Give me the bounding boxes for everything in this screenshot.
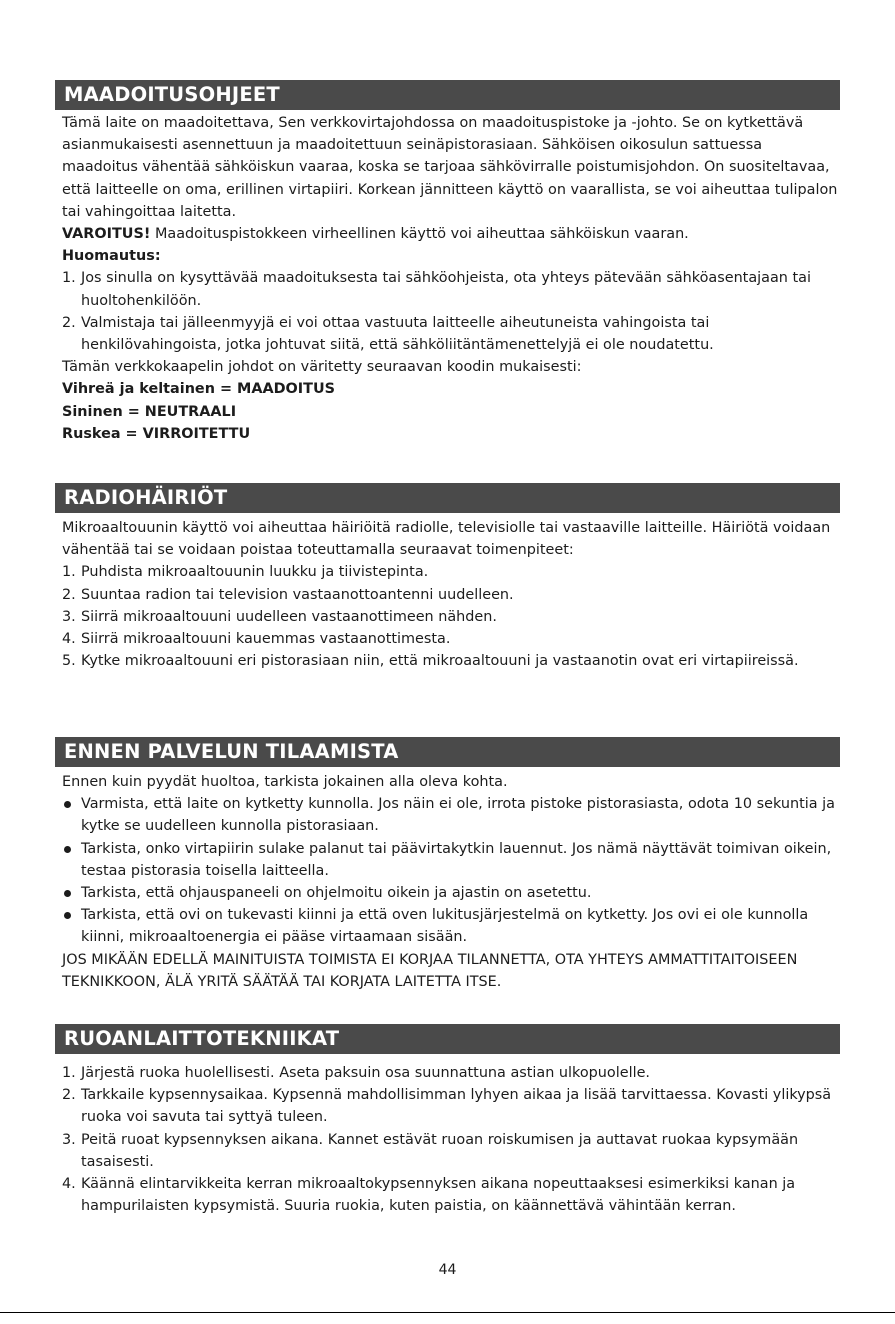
list-item [62,793,840,837]
item-number: 2. [62,1087,76,1104]
section-body [55,767,840,993]
paragraph: Tämä laite on maadoitettava, Sen verkkovirtajohdossa on maadoituspistoke ja -johto. Se on kytkettävä asianmukaisesti asennettuun ja maadoitettuun seinäpistorasiaan. Sähköisen oikosulun sattuessa maadoitus vähentää sähköiskun vaaraa, koska se tarjoaa sähkövirralle poistumisjohdon. On suositeltavaa, että laitteelle on oma, erillinen virtapiiri. Korkean jännitteen käyttö on vaarallista, se voi aiheuttaa tulipalon tai vahingoittaa laitetta. [62,115,838,220]
color-code-line: Ruskea = VIRROITETTU [62,425,251,442]
item-text: Varmista, että laite on kytketty kunnolla. Jos näin ei ole, irrota pistoke pistorasiasta, odota 10 sekuntia ja kytke se uudelleen kunnolla pistorasiaan. [81,796,835,835]
item-text: Siirrä mikroaaltouuni uudelleen vastaanottimeen nähden. [81,608,497,625]
section-grounding [55,80,840,445]
item-text: Tarkkaile kypsennysaikaa. Kypsennä mahdollisimman lyhyen aikaa ja lisää tarvittaessa. Kovasti ylikypsä ruoka voi savuta tai syttyä tuleen. [81,1087,832,1126]
bullet-list [62,793,840,948]
warning-label: VAROITUS! [62,226,151,243]
paragraph: Ennen kuin pyydät huoltoa, tarkista jokainen alla oleva kohta. [62,774,508,790]
section-heading: RADIOHÄIRIÖT [55,483,840,513]
note-label: Huomautus: [62,248,161,265]
item-text: Kytke mikroaaltouuni eri pistorasiaan niin, että mikroaaltouuni ja vastaanotin ovat eri virtapiireissä. [81,653,799,670]
bottom-rule [0,1312,895,1313]
list-item [62,1129,840,1173]
item-text: Suuntaa radion tai television vastaanottoantenni uudelleen. [81,586,514,603]
bullet-icon [64,912,71,919]
item-number: 2. [62,586,76,603]
section-radio-interference [55,483,840,672]
section-body [55,1054,840,1217]
section-cooking-techniques [55,1024,840,1217]
list-item [62,650,840,672]
item-number: 3. [62,1131,76,1148]
bullet-icon [64,846,71,853]
item-text: Puhdista mikroaaltouunin luukku ja tiivistepinta. [81,564,429,581]
list-item [62,584,840,606]
list-item [62,838,840,882]
list-item [62,312,840,356]
item-text: Käännä elintarvikkeita kerran mikroaaltokypsennyksen aikana nopeuttaaksesi esimerkiksi kanan ja hampurilaisten kypsymistä. Suuria ruokia, kuten paistia, on käännettävä vähintään kerran. [81,1176,796,1215]
numbered-list [62,1062,840,1217]
item-text: Tarkista, onko virtapiirin sulake palanut tai päävirtakytkin lauennut. Jos nämä näyttävät toimivan oikein, testaa pistorasia toisella laitteella. [81,840,832,879]
list-item [62,1084,840,1128]
item-text: Jos sinulla on kysyttävää maadoituksesta tai sähköohjeista, ota yhteys pätevään sähköasentajaan tai huoltohenkilöön. [81,270,811,309]
item-number: 4. [62,1176,76,1193]
list-item [62,904,840,948]
color-code-line: Vihreä ja keltainen = MAADOITUS [62,381,336,398]
item-text: Valmistaja tai jälleenmyyjä ei voi ottaa vastuuta laitteelle aiheutuneista vahingoista tai henkilövahingoista, jotka johtuvat siitä, että sähköliitäntämenettelyjä ei ole noudatettu. [81,314,714,354]
list-item [62,267,840,311]
section-before-service [55,737,840,993]
item-text: Peitä ruoat kypsennyksen aikana. Kannet estävät ruoan roiskumisen ja auttavat ruokaa kypsymään tasaisesti. [81,1131,799,1170]
section-heading: RUOANLAITTOTEKNIIKAT [55,1024,840,1054]
list-item [62,1173,840,1217]
section-heading: MAADOITUSOHJEET [55,80,840,110]
warning-paragraph [62,223,840,245]
item-text: Siirrä mikroaaltouuni kauemmas vastaanottimesta. [81,631,451,648]
item-number: 3. [62,608,76,625]
color-code-line: Sininen = NEUTRAALI [62,403,237,420]
list-item [62,1062,840,1084]
item-number: 5. [62,653,76,670]
section-body [55,110,840,445]
bullet-icon [64,890,71,897]
item-number: 1. [62,564,76,581]
paragraph-caps: JOS MIKÄÄN EDELLÄ MAINITUISTA TOIMISTA EI KORJAA TILANNETTA, OTA YHTEYS AMMATTITAITOISEEN TEKNIKKOON, ÄLÄ YRITÄ SÄÄTÄÄ TAI KORJATA LAITETTA ITSE. [62,951,798,990]
section-heading: ENNEN PALVELUN TILAAMISTA [55,737,840,767]
list-item [62,606,840,628]
numbered-list [62,267,840,356]
item-number: 1. [62,270,76,287]
bullet-icon [64,801,71,808]
list-item [62,882,840,904]
warning-text: Maadoituspistokkeen virheellinen käyttö voi aiheuttaa sähköiskun vaaran. [150,226,689,243]
item-text: Tarkista, että ohjauspaneeli on ohjelmoitu oikein ja ajastin on asetettu. [81,885,592,902]
item-text: Järjestä ruoka huolellisesti. Aseta paksuin osa suunnattuna astian ulkopuolelle. [81,1065,650,1081]
paragraph: Mikroaaltouunin käyttö voi aiheuttaa häiriöitä radiolle, televisiolle tai vastaaville laitteille. Häiriötä voidaan vähentää tai se voidaan poistaa toteuttamalla seuraavat toimenpiteet: [62,520,831,559]
item-number: 2. [62,314,76,331]
page-number: 44 [438,1262,457,1278]
paragraph: Tämän verkkokaapelin johdot on väritetty seuraavan koodin mukaisesti: [62,359,582,376]
item-number: 4. [62,631,76,648]
item-text: Tarkista, että ovi on tukevasti kiinni ja että oven lukitusjärjestelmä on kytketty. Jos ovi ei ole kunnolla kiinni, mikroaaltoenergia ei pääse virtaamaan sisään. [81,907,809,946]
section-body [55,513,840,672]
list-item [62,561,840,583]
list-item [62,628,840,650]
item-number: 1. [62,1065,76,1081]
numbered-list [62,561,840,672]
